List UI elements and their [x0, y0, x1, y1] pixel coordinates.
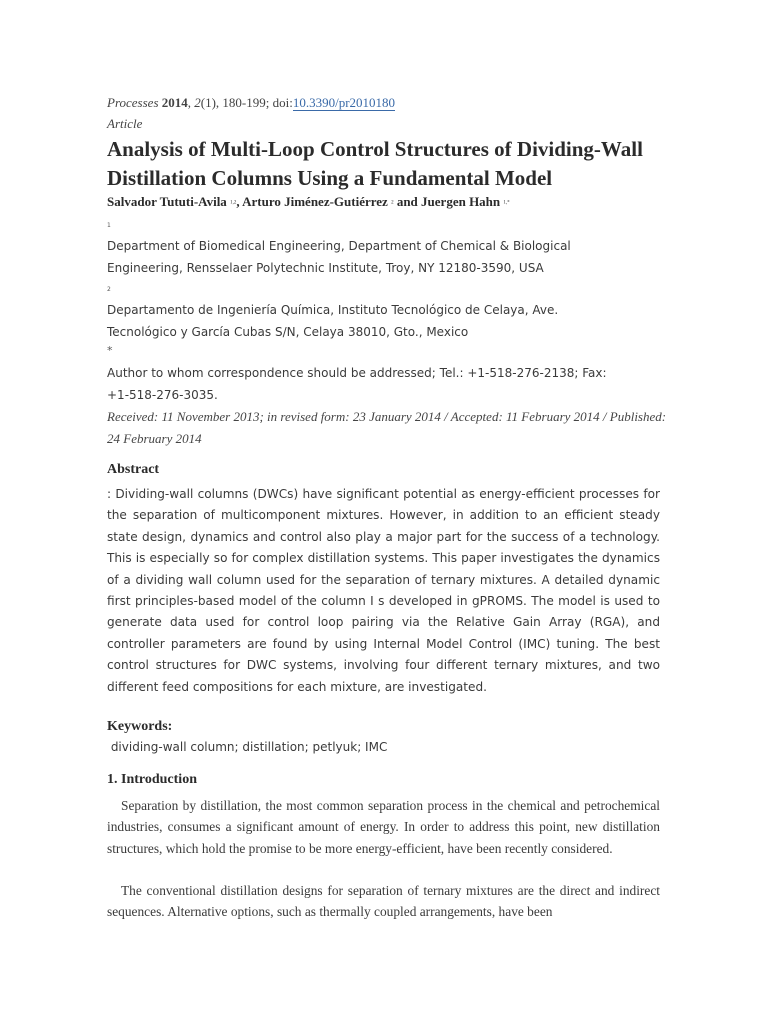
affiliation-text: Department of Biomedical Engineering, Department of Chemical & Biological Engineering, Rensselaer Polytechnic Institute, Troy, NY 12180-3590, USA: [107, 239, 571, 275]
section-heading-introduction: 1. Introduction: [107, 772, 197, 787]
affiliation-text: Departamento de Ingeniería Química, Instituto Tecnológico de Celaya, Ave. Tecnológico y García Cubas S/N, Celaya 38010, Gto., Mexico: [107, 303, 559, 339]
abstract-heading: Abstract: [107, 462, 160, 477]
author-name: Arturo Jiménez-Gutiérrez: [242, 194, 388, 209]
journal-name: Processes: [107, 95, 159, 110]
doi-link[interactable]: 10.3390/pr2010180: [292, 95, 396, 110]
author-affiliation-mark: 1,*: [503, 200, 510, 206]
abstract-text: : Dividing-wall columns (DWCs) have significant potential as energy-efficient processes for the separation of multicomponent mixtures. However, in addition to an efficient steady state design, dynamics and control also play a major part for the success of a technology. This is especially so for complex distillation systems. This paper investigates the dynamics of a dividing wall column used for the separation of ternary mixtures. A detailed dynamic first principles-based model of the column I s developed in gPROMS. The model is used to generate data used for control loop pairing via the Relative Gain Array (RGA), and controller parameters are found by using Internal Model Control (IMC) tuning. The best control structures for DWC systems, involving four different ternary mixtures, and two different feed compositions for each mixture, are investigated.: [107, 487, 660, 694]
journal-issue-pages: (1), 180-199; doi:: [200, 95, 293, 110]
author-affiliation-mark: 2: [391, 200, 394, 206]
article-type: Article: [107, 116, 143, 131]
affiliation-mark: 1: [107, 222, 111, 229]
citation-line: Processes 2014, 2(1), 180-199; doi:10.3390/pr2010180: [107, 95, 396, 110]
author-name: Salvador Tututi-Avila: [107, 194, 227, 209]
article-title: Analysis of Multi-Loop Control Structures of Dividing-Wall Distillation Columns Using a Fundamental Model: [107, 137, 643, 190]
journal-year: 2014: [161, 95, 188, 110]
journal-volume: 2: [194, 95, 201, 110]
correspondence-text: Author to whom correspondence should be addressed; Tel.: +1-518-276-2138; Fax: +1-518-276-3035.: [107, 366, 607, 402]
author-list: Salvador Tututi-Avila 1,2, Arturo Jiménez-Gutiérrez 2 and Juergen Hahn 1,*: [107, 194, 510, 209]
keywords-heading: Keywords:: [107, 719, 173, 734]
publication-dates: Received: 11 November 2013; in revised form: 23 January 2014 / Accepted: 11 February 2014 / Published: 24 February 2014: [107, 409, 667, 446]
affiliation-mark: 2: [107, 286, 111, 293]
author-name: Juergen Hahn: [421, 194, 501, 209]
correspondence-mark: *: [107, 344, 113, 357]
body-paragraph: Separation by distillation, the most common separation process in the chemical and petrochemical industries, consumes a significant amount of energy. In order to address this point, new distillation structures, which hold the promise to be more energy-efficient, have been recently considered.: [107, 798, 660, 856]
body-paragraph: The conventional distillation designs for separation of ternary mixtures are the direct and indirect sequences. Alternative options, such as thermally coupled arrangements, have been: [107, 883, 660, 920]
author-affiliation-mark: 1,2: [230, 200, 237, 206]
keywords-text: dividing-wall column; distillation; petlyuk; IMC: [107, 740, 388, 754]
